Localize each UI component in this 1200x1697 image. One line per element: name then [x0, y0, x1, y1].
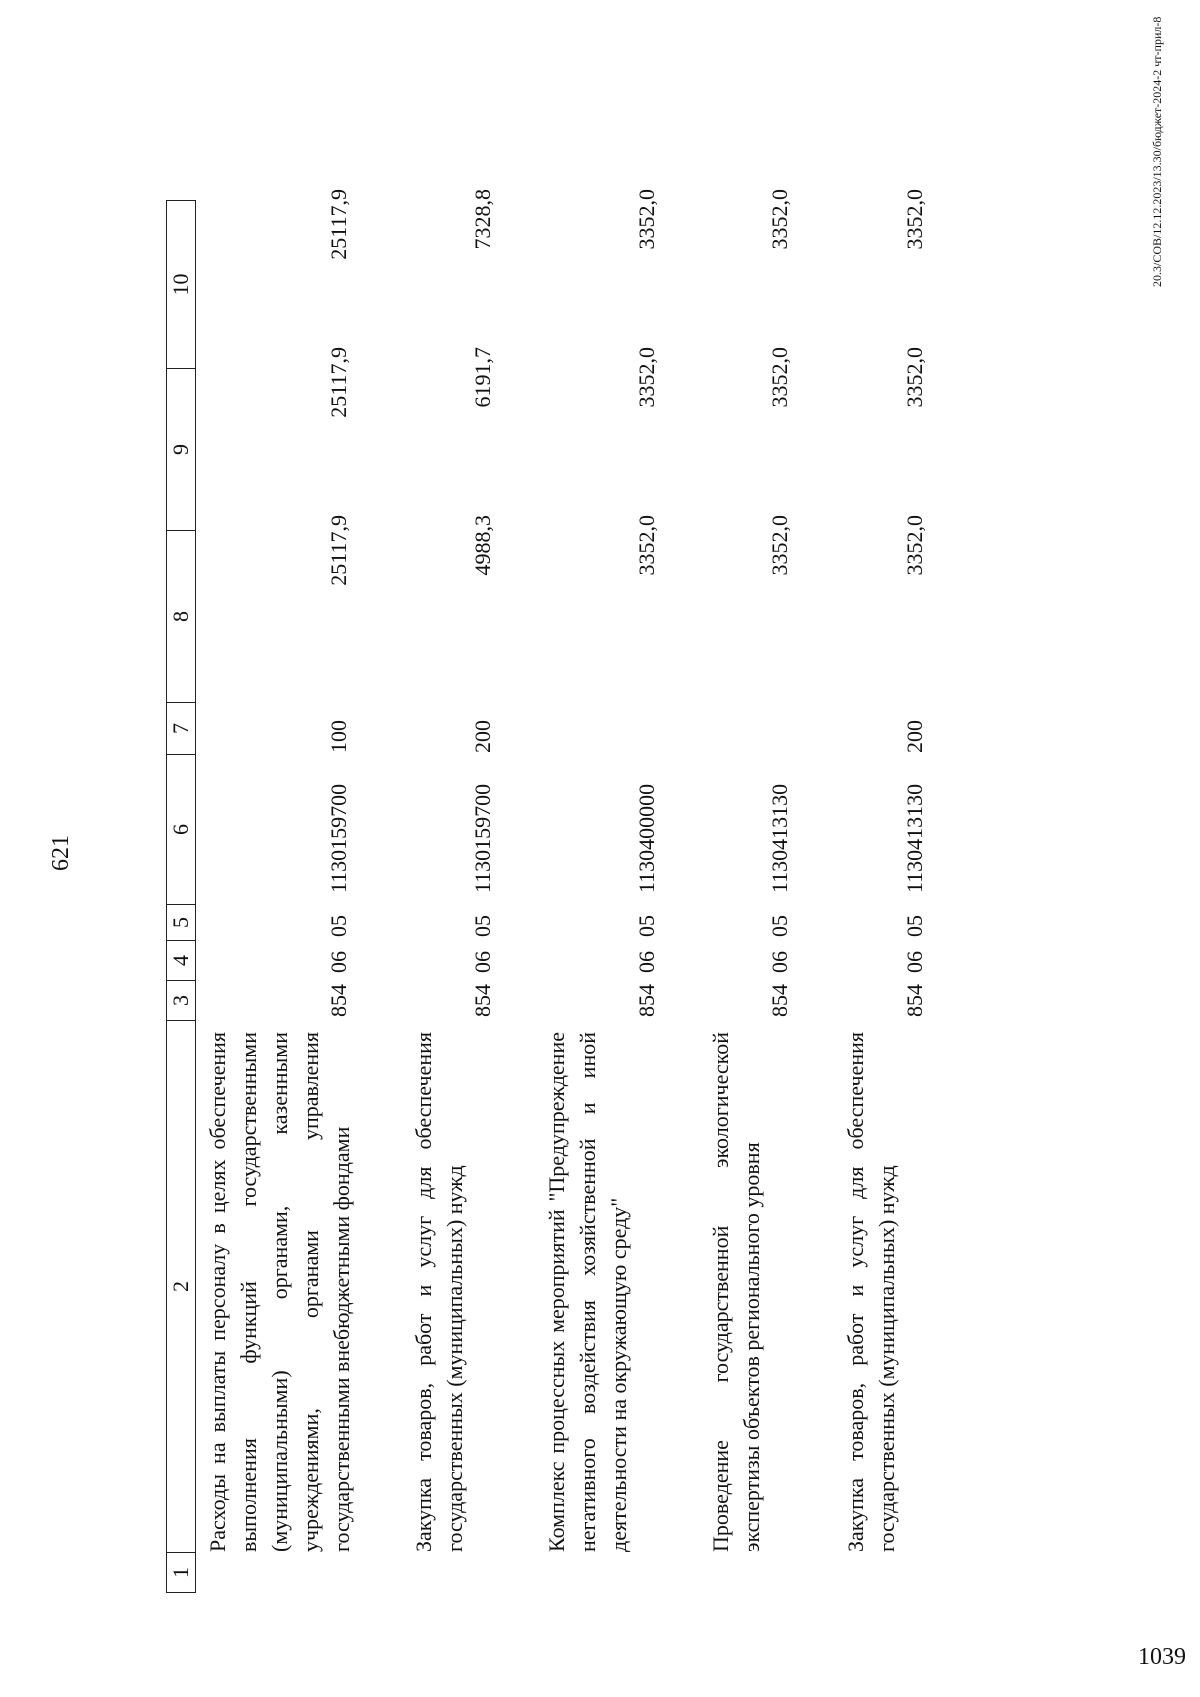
- cell-c7: 100: [326, 720, 351, 753]
- cell-c9: 25117,9: [326, 347, 351, 418]
- row-description: Закупка товаров, работ и услуг для обеспечения государственных (муниципальных) нужд: [843, 1032, 899, 1552]
- header-col-1: 1: [167, 1553, 196, 1593]
- cell-c10: 7328,8: [470, 189, 495, 250]
- cell-c8: 4988,3: [470, 515, 495, 576]
- cell-c8: 3352,0: [767, 515, 792, 576]
- header-col-9: 9: [167, 369, 196, 531]
- cell-c5: 05: [767, 915, 792, 937]
- cell-c9: 6191,7: [470, 347, 495, 408]
- cell-c4: 06: [902, 951, 927, 973]
- cell-c8: 3352,0: [634, 515, 659, 576]
- cell-c8: 3352,0: [902, 515, 927, 576]
- header-col-8: 8: [167, 531, 196, 703]
- cell-c6: 1130413130: [767, 783, 792, 893]
- cell-c8: 25117,9: [326, 515, 351, 586]
- cell-c10: 3352,0: [767, 189, 792, 250]
- header-col-10: 10: [167, 201, 196, 369]
- cell-c9: 3352,0: [767, 347, 792, 408]
- cell-c5: 05: [326, 915, 351, 937]
- cell-c9: 3352,0: [634, 347, 659, 408]
- row-description: Комплекс процессных мероприятий "Предупреждение негативного воздействия хозяйственной и иной деятельности на окружающую среду": [544, 1032, 631, 1552]
- cell-c10: 3352,0: [902, 189, 927, 250]
- cell-c7: 200: [902, 720, 927, 753]
- cell-c4: 06: [326, 951, 351, 973]
- header-col-6: 6: [167, 755, 196, 905]
- page-number: 621: [48, 835, 74, 871]
- sheet-number: 1039: [1138, 1644, 1186, 1670]
- cell-c6: 1130159700: [470, 783, 495, 893]
- header-col-5: 5: [167, 905, 196, 941]
- cell-c6: 1130400000: [634, 783, 659, 893]
- header-col-2: 2: [167, 1021, 196, 1553]
- header-col-7: 7: [167, 703, 196, 755]
- cell-c9: 3352,0: [902, 347, 927, 408]
- footer-reference: 20.3/СОВ/12.12.2023/13.30/бюджет-2024-2 чт-прил-8: [1150, 16, 1164, 287]
- header-col-4: 4: [167, 941, 196, 981]
- cell-c4: 06: [767, 951, 792, 973]
- cell-c5: 05: [470, 915, 495, 937]
- cell-c5: 05: [902, 915, 927, 937]
- cell-c10: 3352,0: [634, 189, 659, 250]
- row-description: Закупка товаров, работ и услуг для обеспечения государственных (муниципальных) нужд: [411, 1032, 467, 1552]
- cell-c3: 854: [634, 984, 659, 1017]
- cell-c6: 1130159700: [326, 783, 351, 893]
- header-col-3: 3: [167, 981, 196, 1021]
- cell-c4: 06: [470, 951, 495, 973]
- cell-c3: 854: [326, 984, 351, 1017]
- cell-c10: 25117,9: [326, 189, 351, 260]
- cell-c6: 1130413130: [902, 783, 927, 893]
- cell-c3: 854: [767, 984, 792, 1017]
- row-description: Расходы на выплаты персоналу в целях обеспечения выполнения функций государственными (муниципальными) органами, казенными учреждениями, органами управления государственными внебюджетными фондами: [205, 1032, 354, 1552]
- cell-c7: 200: [470, 720, 495, 753]
- row-description: Проведение государственной экологической экспертизы объектов регионального уровня: [708, 1032, 764, 1552]
- cell-c3: 854: [470, 984, 495, 1017]
- cell-c5: 05: [634, 915, 659, 937]
- cell-c4: 06: [634, 951, 659, 973]
- cell-c3: 854: [902, 984, 927, 1017]
- table-header: [166, 200, 196, 1593]
